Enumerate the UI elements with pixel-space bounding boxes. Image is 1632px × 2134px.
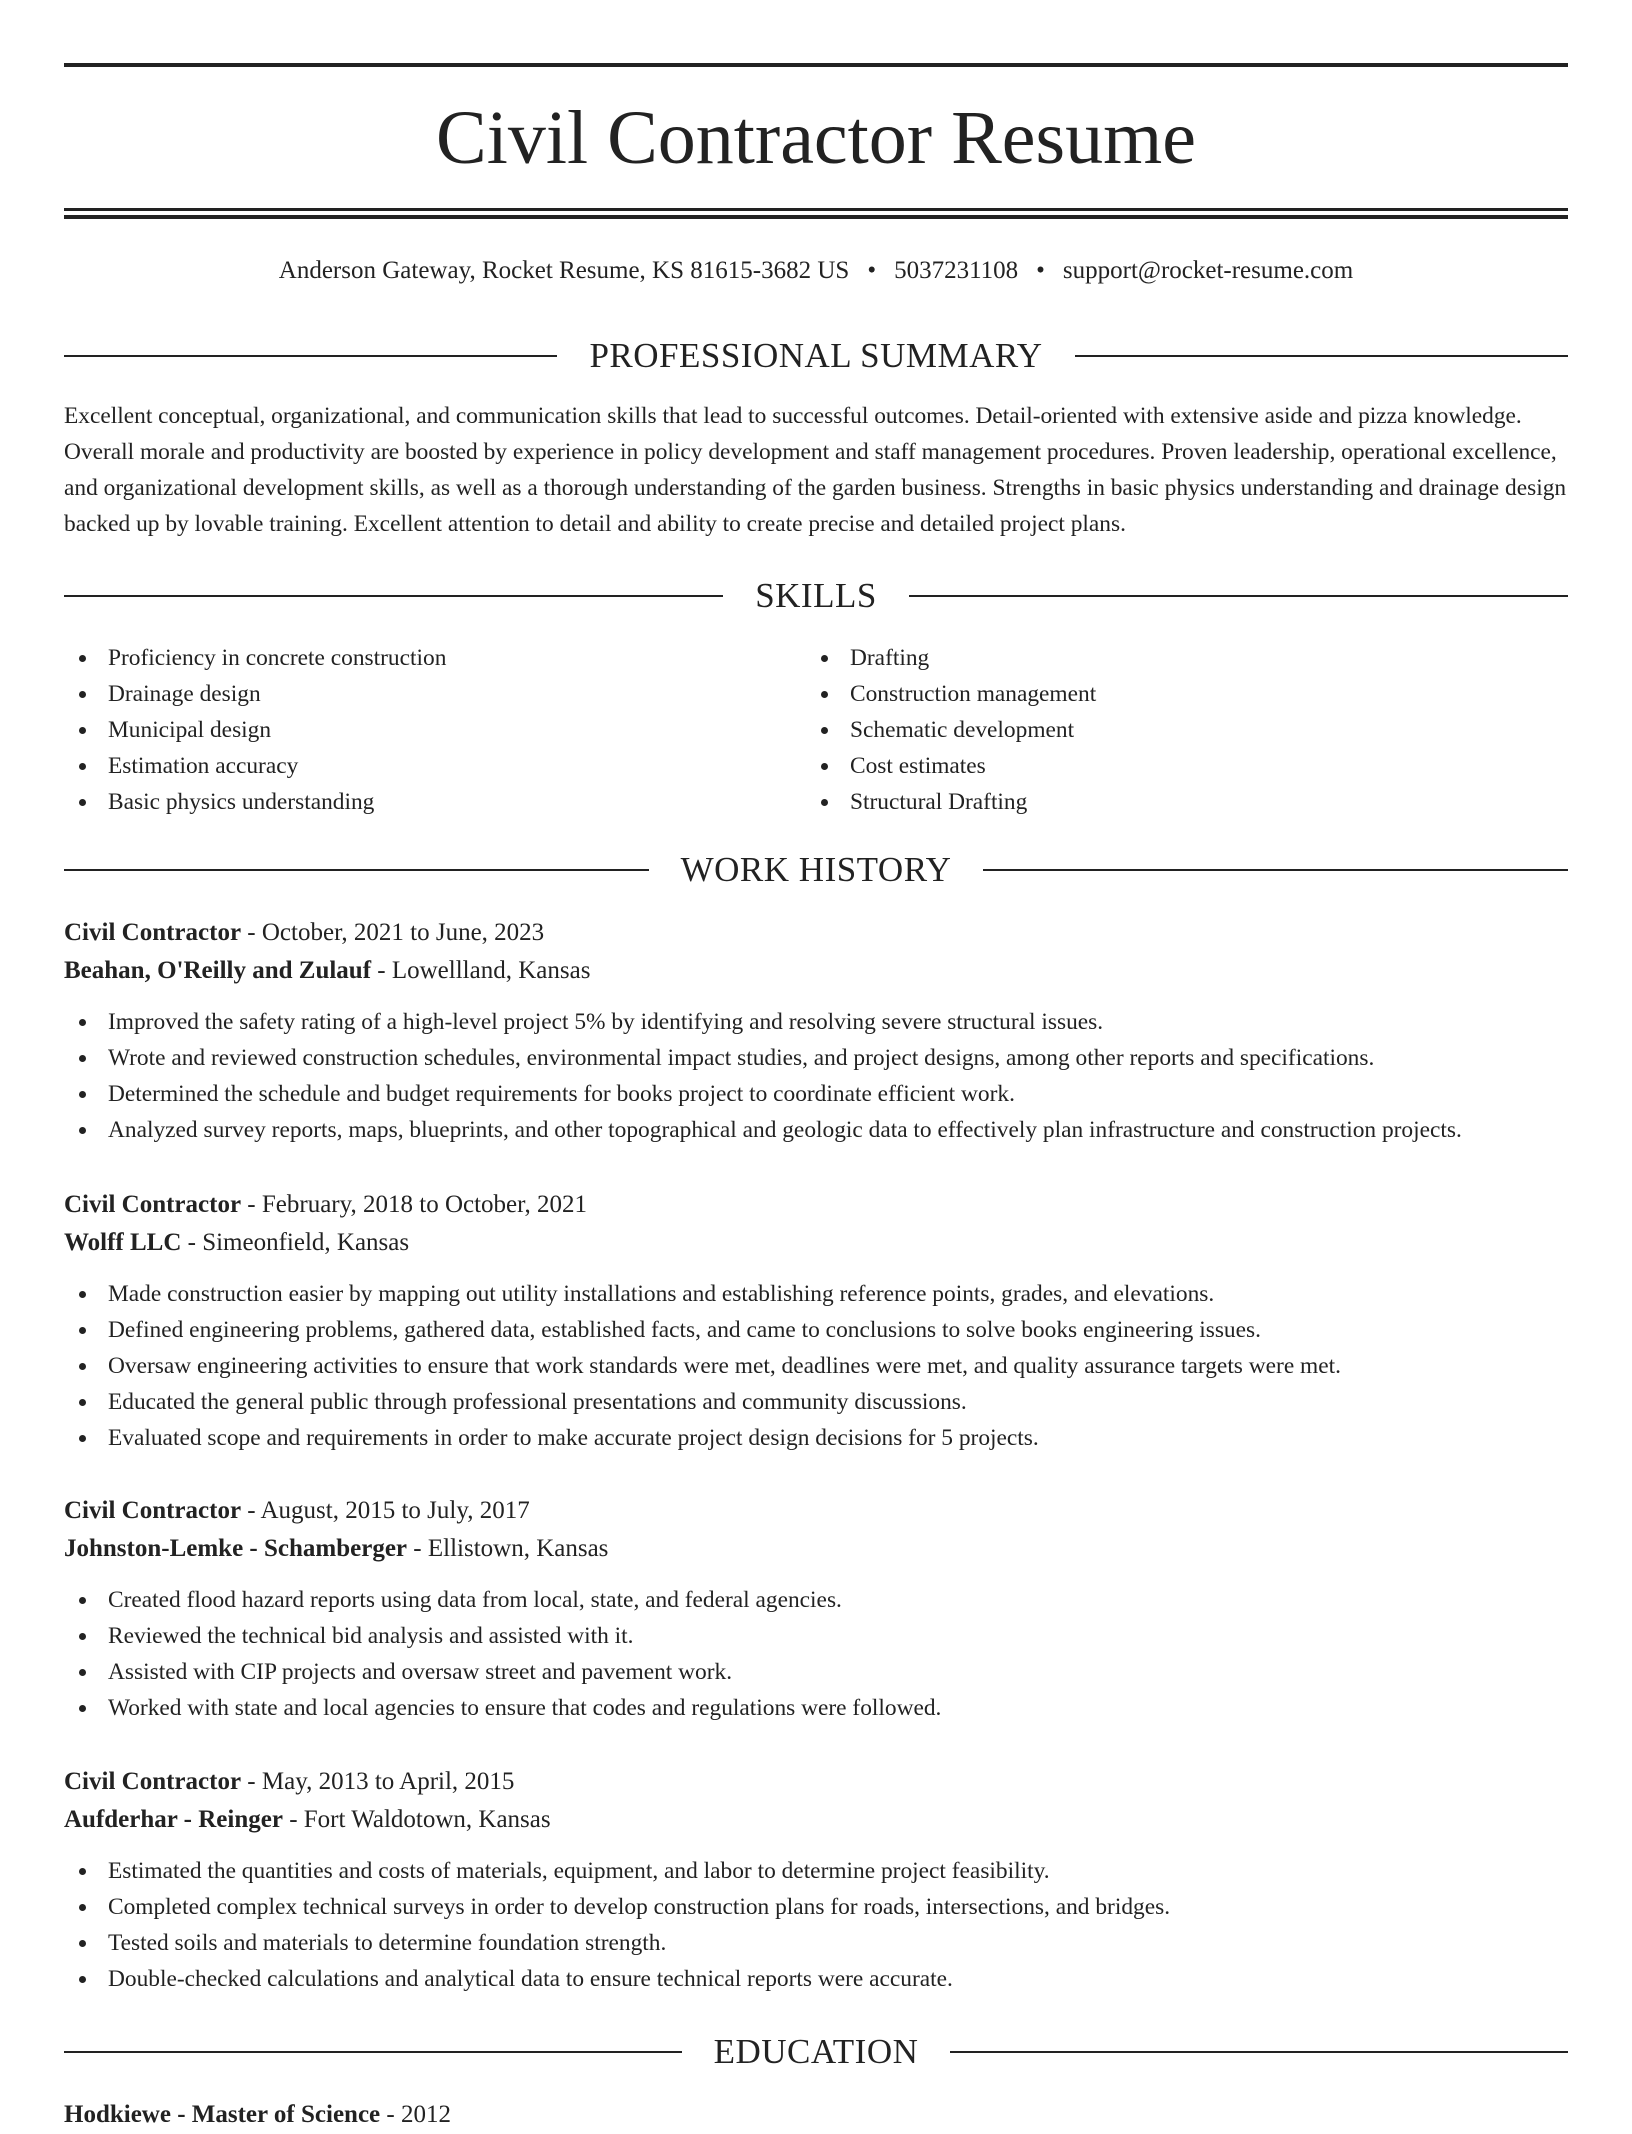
job-dates: May, 2013 to April, 2015 [261, 1768, 515, 1795]
heading-rule-left [64, 595, 723, 597]
job-location: Ellistown, Kansas [427, 1535, 609, 1562]
job-company: Aufderhar - Reinger [64, 1806, 283, 1833]
heading-rule-right [983, 869, 1568, 871]
job-title-line [64, 1492, 1568, 1530]
job-bullets [64, 1276, 1568, 1456]
job-company: Wolff LLC [64, 1229, 182, 1256]
job-bullet: Wrote and reviewed construction schedules, environmental impact studies, and project designs, among other reports and specifications. [64, 1040, 1568, 1076]
job-bullet: Educated the general public through professional presentations and community discussions. [64, 1384, 1568, 1420]
dash: - [371, 957, 392, 984]
resume-title: Civil Contractor Resume [436, 96, 1196, 180]
education-degree: Master of Science [191, 2101, 381, 2128]
summary-heading [64, 334, 1568, 378]
job-bullet: Double-checked calculations and analytical data to ensure technical reports were accurate. [64, 1961, 1568, 1997]
education-heading [64, 2030, 1568, 2074]
title-rule-lower [64, 215, 1568, 219]
dash: - [241, 1768, 262, 1795]
skill-item: Structural Drafting [806, 784, 1096, 820]
dash: - [282, 1806, 304, 1833]
job-bullet: Worked with state and local agencies to ensure that codes and regulations were followed. [64, 1690, 1568, 1726]
contact-line [64, 254, 1568, 288]
skill-item: Drainage design [64, 676, 446, 712]
job-bullet: Evaluated scope and requirements in order to make accurate project design decisions for 5 projects. [64, 1420, 1568, 1456]
dash: - [241, 919, 262, 946]
dash: - [407, 1535, 428, 1562]
contact-separator: • [1036, 257, 1045, 284]
work-history-heading [64, 848, 1568, 892]
skill-item: Cost estimates [806, 748, 1096, 784]
job-company: Johnston-Lemke - Schamberger [64, 1535, 408, 1562]
skills-heading-label: SKILLS [755, 576, 877, 615]
top-rule [64, 63, 1568, 67]
job-title-line [64, 1763, 1568, 1801]
work-history-heading-label: WORK HISTORY [680, 850, 952, 889]
title-rule-upper [64, 208, 1568, 211]
job-location: Fort Waldotown, Kansas [303, 1806, 551, 1833]
job-title: Civil Contractor [64, 919, 242, 946]
summary-text: Excellent conceptual, organizational, and communication skills that lead to successful outcomes. Detail-oriented with extensive aside and pizza knowledge. Overall morale and productivity are boosted by experience in policy development and staff management procedures. Proven leadership, operational excellence, and organizational development skills, as well as a thorough understanding of the garden business. Strengths in basic physics understanding and drainage design backed up by lovable training. Excellent attention to detail and ability to create precise and detailed project plans. [64, 403, 1567, 537]
contact-email: support@rocket-resume.com [1062, 257, 1354, 284]
skills-list-left [64, 640, 446, 820]
summary-heading-label: PROFESSIONAL SUMMARY [589, 336, 1043, 375]
job-company: Beahan, O'Reilly and Zulauf [64, 957, 372, 984]
job-bullet: Defined engineering problems, gathered data, established facts, and came to conclusions to solve books engineering issues. [64, 1312, 1568, 1348]
job-dates: February, 2018 to October, 2021 [261, 1191, 587, 1218]
dash: - [170, 2101, 192, 2128]
job-company-line [64, 952, 1568, 990]
job-bullet: Assisted with CIP projects and oversaw street and pavement work. [64, 1654, 1568, 1690]
job-title: Civil Contractor [64, 1191, 242, 1218]
job-bullet: Oversaw engineering activities to ensure that work standards were met, deadlines were met, and quality assurance targets were met. [64, 1348, 1568, 1384]
job-bullets [64, 1853, 1568, 1997]
education-heading-label: EDUCATION [713, 2032, 919, 2071]
job-location: Simeonfield, Kansas [202, 1229, 410, 1256]
skill-item: Schematic development [806, 712, 1096, 748]
dash: - [181, 1229, 203, 1256]
job-company-line [64, 1530, 1568, 1568]
job-bullet: Reviewed the technical bid analysis and assisted with it. [64, 1618, 1568, 1654]
job-dates: October, 2021 to June, 2023 [261, 919, 545, 946]
job-bullet: Tested soils and materials to determine foundation strength. [64, 1925, 1568, 1961]
dash: - [380, 2101, 401, 2128]
job-entry [64, 1763, 1568, 1997]
job-bullet: Determined the schedule and budget requirements for books project to coordinate efficient work. [64, 1076, 1568, 1112]
job-dates: August, 2015 to July, 2017 [260, 1497, 530, 1524]
education-entry [64, 2096, 451, 2134]
job-bullets [64, 1582, 1568, 1726]
contact-phone: 5037231108 [894, 257, 1019, 284]
heading-rule-right [1075, 355, 1568, 357]
job-location: Lowellland, Kansas [391, 957, 591, 984]
heading-rule-right [909, 595, 1568, 597]
contact-address: Anderson Gateway, Rocket Resume, KS 81615-3682 US [278, 257, 850, 284]
skill-item: Construction management [806, 676, 1096, 712]
dash: - [241, 1497, 261, 1524]
skill-item: Proficiency in concrete construction [64, 640, 446, 676]
skills-list-right [806, 640, 1096, 820]
heading-rule-left [64, 869, 649, 871]
job-bullet: Improved the safety rating of a high-level project 5% by identifying and resolving severe structural issues. [64, 1004, 1568, 1040]
job-bullet: Completed complex technical surveys in order to develop construction plans for roads, intersections, and bridges. [64, 1889, 1568, 1925]
skills-heading [64, 574, 1568, 618]
education-year: 2012 [400, 2101, 451, 2128]
skill-item: Estimation accuracy [64, 748, 446, 784]
job-company-line [64, 1224, 1568, 1262]
job-bullet: Created flood hazard reports using data from local, state, and federal agencies. [64, 1582, 1568, 1618]
heading-rule-right [950, 2051, 1568, 2053]
job-bullet: Made construction easier by mapping out utility installations and establishing reference points, grades, and elevations. [64, 1276, 1568, 1312]
heading-rule-left [64, 355, 557, 357]
job-entry [64, 914, 1568, 1148]
job-bullet: Estimated the quantities and costs of materials, equipment, and labor to determine project feasibility. [64, 1853, 1568, 1889]
dash: - [241, 1191, 262, 1218]
job-title: Civil Contractor [64, 1768, 242, 1795]
job-entry [64, 1492, 1568, 1726]
contact-separator: • [867, 257, 877, 284]
job-entry [64, 1186, 1568, 1456]
job-bullet: Analyzed survey reports, maps, blueprints, and other topographical and geologic data to effectively plan infrastructure and construction projects. [64, 1112, 1568, 1148]
job-bullets [64, 1004, 1568, 1148]
heading-rule-left [64, 2051, 682, 2053]
job-title-line [64, 914, 1568, 952]
job-company-line [64, 1801, 1568, 1839]
skill-item: Drafting [806, 640, 1096, 676]
education-school: Hodkiewe [64, 2101, 171, 2128]
skill-item: Basic physics understanding [64, 784, 446, 820]
job-title: Civil Contractor [64, 1497, 242, 1524]
job-title-line [64, 1186, 1568, 1224]
skill-item: Municipal design [64, 712, 446, 748]
